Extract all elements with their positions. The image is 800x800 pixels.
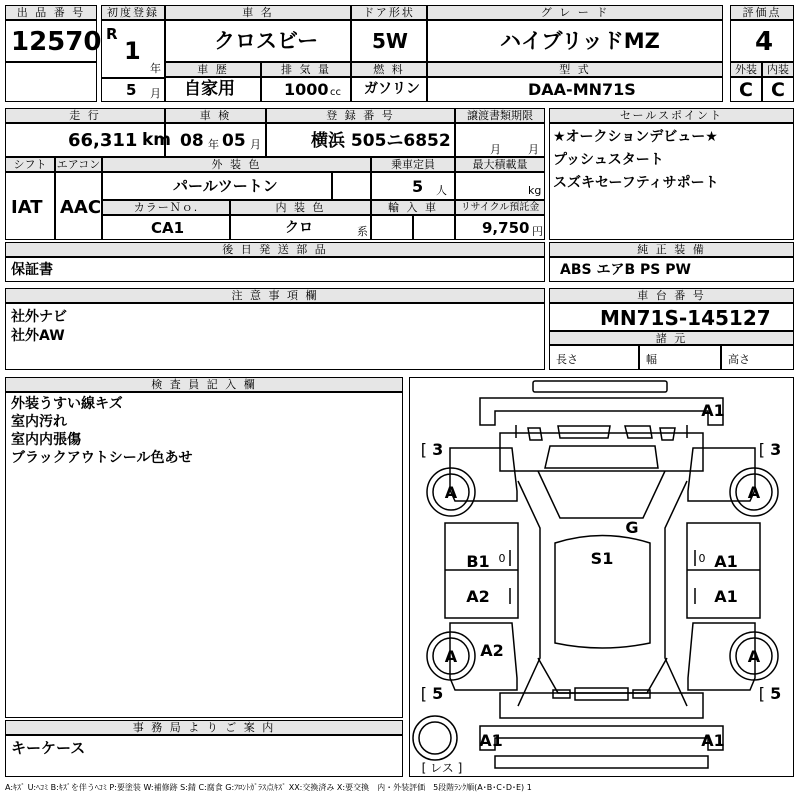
transfer-month-unit: 月 — [490, 143, 501, 156]
interior-header: 内装 — [762, 62, 794, 77]
specs-header: 諸 元 — [549, 331, 794, 345]
office-box — [5, 735, 403, 777]
mark-wheel-fl: A — [444, 483, 458, 502]
fuel: ガソリン — [364, 81, 420, 97]
sales-point-3: スズキセーフティサポート — [553, 175, 719, 191]
lot-no-header: 出 品 番 号 — [5, 5, 97, 20]
interior-grade: C — [771, 79, 785, 101]
first-reg-month-cell — [101, 78, 165, 102]
mileage-header: 走 行 — [5, 108, 165, 123]
mark-spare: [ レス ] — [421, 761, 463, 775]
registration-cell — [266, 123, 455, 157]
mark-fender-l: A2 — [480, 641, 504, 660]
later-parts-header: 後 日 発 送 部 品 — [5, 242, 545, 257]
car-name-cell — [165, 20, 351, 62]
inspector-line-1: 外装うすい線キズ — [11, 396, 123, 412]
max-load-cell — [455, 172, 545, 200]
sales-point-header: セールスポイント — [549, 108, 794, 123]
displacement: 1000 — [284, 80, 329, 99]
max-load-header: 最大積載量 — [455, 157, 545, 172]
displacement-cell — [261, 77, 351, 102]
kei-unit: 系 — [357, 225, 368, 238]
office-note: キーケース — [11, 739, 86, 757]
grade-header: グ レ ー ド — [427, 5, 723, 20]
ext-color-header: 外 装 色 — [102, 157, 371, 172]
mark-door-r1: A1 — [714, 552, 738, 571]
mark-lamp-right: [ 5 — [758, 684, 782, 703]
later-parts-cell — [5, 257, 545, 282]
first-reg-year-cell — [101, 20, 165, 78]
first-reg-year: 1 — [124, 37, 141, 65]
chassis-cell — [549, 303, 794, 331]
exterior-cell — [730, 77, 762, 102]
score-header: 評価点 — [730, 5, 794, 20]
color-no: CA1 — [151, 219, 185, 237]
mark-wheel-fr: A — [747, 483, 761, 502]
aircon-header: エアコン — [56, 158, 101, 171]
lot-no: 12570 — [11, 27, 102, 57]
chassis-number: MN71S-145127 — [600, 306, 771, 330]
width-cell — [639, 345, 721, 370]
zero-l1: 0 — [498, 552, 506, 565]
lot-no-cell — [5, 20, 102, 62]
year-unit: 年 — [150, 62, 161, 75]
capacity: 5 — [412, 177, 424, 196]
registration-header: 登 録 番 号 — [266, 108, 455, 123]
inspector-header: 検 査 員 記 入 欄 — [5, 377, 403, 392]
ext-color-cell — [102, 172, 332, 200]
import-header: 輸 入 車 — [371, 200, 455, 215]
height-cell — [721, 345, 794, 370]
chassis-header: 車 台 番 号 — [549, 288, 794, 303]
mark-rear-bumper-right: A1 — [701, 731, 725, 750]
inspector-line-4: ブラックアウトシール色あせ — [11, 450, 193, 466]
inspection-cell — [165, 123, 266, 157]
office-header: 事 務 局 よ り ご 案 内 — [5, 720, 403, 735]
import-cell-2 — [413, 215, 455, 240]
cc-unit: cc — [330, 87, 341, 98]
score-cell — [730, 20, 794, 62]
door-header: ドア形状 — [351, 5, 427, 20]
genuine-header: 純 正 装 備 — [549, 242, 794, 257]
model: DAA-MN71S — [528, 80, 636, 99]
length-label: 長さ — [556, 353, 578, 366]
later-parts: 保証書 — [11, 262, 53, 278]
capacity-header: 乗車定員 — [371, 157, 455, 172]
mark-window-left: [ 3 — [420, 440, 444, 459]
door-cell — [351, 20, 427, 62]
mark-rear-bumper-left: A1 — [479, 731, 503, 750]
person-unit: 人 — [436, 184, 447, 197]
mileage-cell — [5, 123, 172, 157]
aircon-cell — [55, 172, 102, 240]
car-name: クロスビー — [214, 29, 319, 53]
exterior-grade: C — [739, 79, 753, 101]
zero-r1: 0 — [698, 552, 706, 565]
model-header: 型 式 — [427, 62, 723, 77]
shift-header: シフト — [5, 157, 55, 172]
transfer-cell — [455, 123, 545, 157]
yen-unit: 円 — [532, 225, 543, 238]
first-reg-header: 初度登録 — [101, 5, 165, 20]
inspector-box — [5, 392, 403, 718]
int-color-header: 内 装 色 — [230, 200, 371, 215]
mark-window-right: [ 3 — [758, 440, 782, 459]
grade: ハイブリッドMZ — [500, 29, 660, 53]
int-color-cell — [230, 215, 371, 240]
grade-cell — [427, 20, 723, 62]
mark-seat: S1 — [590, 549, 614, 568]
transfer-day-unit: 月 — [528, 143, 539, 156]
ext-color-blank — [332, 172, 371, 200]
mark-roof: G — [625, 518, 639, 537]
shift-cell — [5, 172, 55, 240]
inspection-month-unit: 月 — [250, 138, 261, 151]
car-diagram — [409, 377, 794, 777]
car-name-header: 車 名 — [165, 5, 351, 20]
door: 5W — [372, 29, 408, 53]
history-cell — [165, 77, 261, 102]
mark-door-l2: A2 — [466, 587, 490, 606]
lot-no-blank — [5, 62, 97, 102]
inspection-year: 08 — [180, 131, 204, 151]
notes-box — [5, 303, 545, 370]
inspector-line-3: 室内内張傷 — [11, 432, 81, 448]
registration: 横浜 505ニ6852 — [311, 131, 451, 151]
interior-cell — [762, 77, 794, 102]
length-cell — [549, 345, 639, 370]
recycle-cell — [455, 215, 545, 240]
history: 自家用 — [184, 79, 235, 99]
genuine-equipment: ABS エアB PS PW — [560, 262, 691, 278]
kg-unit: kg — [528, 184, 542, 197]
sales-point-box — [549, 123, 794, 240]
import-cell-1 — [371, 215, 413, 240]
color-no-header: カラーＮｏ. — [102, 200, 230, 215]
legend: A:ｷｽﾞ U:ﾍｺﾐ B:ｷｽﾞを伴うﾍｺﾐ P:要塗装 W:補修跡 S:錆 C:腐食 G:ﾌﾛﾝﾄｶﾞﾗｽ点ｷｽﾞ XX:交換済み X:要交換 内・外装評価 5段階ﾗﾝｸ順(A･B･C･D･E) 1 — [5, 783, 532, 792]
shift: IAT — [11, 197, 43, 218]
recycle-header: リサイクル預託金 — [455, 200, 545, 215]
mileage: 66,311 — [68, 130, 138, 151]
fuel-cell — [351, 77, 427, 102]
first-reg-month: 5 — [126, 81, 137, 99]
color-no-cell — [102, 215, 230, 240]
mark-door-r2: A1 — [714, 587, 738, 606]
int-color: クロ — [285, 220, 313, 236]
ext-color: パールツートン — [173, 177, 278, 195]
note-2: 社外AW — [11, 328, 65, 344]
inspection-header: 車 検 — [165, 108, 266, 123]
height-label: 高さ — [728, 353, 750, 366]
inspection-month: 05 — [222, 131, 246, 151]
mark-lamp-left: [ 5 — [420, 684, 444, 703]
month-unit: 月 — [150, 87, 161, 100]
fuel-header: 燃 料 — [351, 62, 427, 77]
inspector-line-2: 室内汚れ — [11, 414, 67, 430]
notes-header: 注 意 事 項 欄 — [5, 288, 545, 303]
displacement-header: 排 気 量 — [261, 62, 351, 77]
transfer-header: 譲渡書類期限 — [455, 108, 545, 123]
sales-point-2: プッシュスタート — [553, 152, 664, 168]
sales-point-1: ★オークションデビュー★ — [553, 129, 718, 145]
note-1: 社外ナビ — [11, 309, 67, 325]
history-header: 車 歴 — [165, 62, 261, 77]
mark-wheel-rl: A — [444, 647, 458, 666]
reiwa-mark: R — [106, 25, 118, 43]
car-diagram-svg — [410, 378, 793, 776]
width-label: 幅 — [646, 353, 657, 366]
exterior-header: 外装 — [730, 62, 762, 77]
mark-door-l1: B1 — [466, 552, 490, 571]
mark-wheel-rr: A — [747, 647, 761, 666]
recycle: 9,750 — [482, 219, 530, 237]
aircon: AAC — [60, 197, 102, 218]
mark-front-bumper: A1 — [701, 401, 725, 420]
km-unit: km — [142, 130, 172, 150]
genuine-cell — [549, 257, 794, 282]
model-cell — [427, 77, 723, 102]
inspection-year-unit: 年 — [208, 138, 219, 151]
score: 4 — [755, 27, 774, 57]
capacity-cell — [371, 172, 455, 200]
